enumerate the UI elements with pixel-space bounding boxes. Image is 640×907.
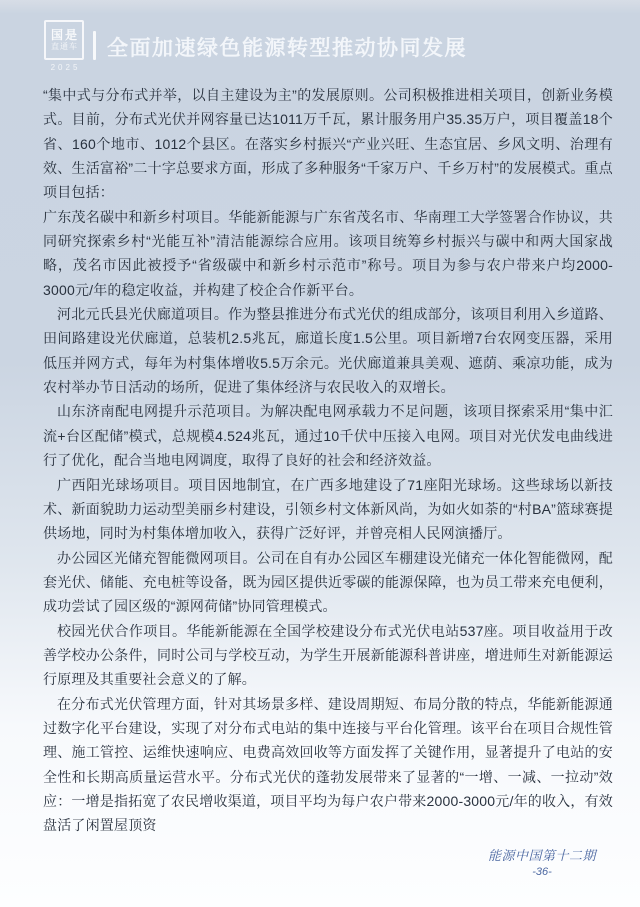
paragraph: 校园光伏合作项目。华能新能源在全国学校建设分布式光伏电站537座。项目收益用于改善学校办公条件，同时公司与学校互动，为学生开展新能源科普讲座，增进师生对新能源运行原理及其重要社会意义的了解。: [43, 622, 613, 688]
title-divider: [93, 31, 96, 60]
logo-text-top: 国是: [50, 28, 79, 42]
journal-title: 能源中国第十二期: [487, 848, 596, 863]
paragraph: 山东济南配电网提升示范项目。为解决配电网承载力不足问题，该项目探索采用“集中汇流+台区配储”模式，总规模4.524兆瓦，通过10千伏中压接入电网。项目对光伏发电曲线进行了优化，配合当地电网调度，取得了良好的社会和经济效益。: [43, 403, 613, 469]
brand-logo: [44, 20, 84, 60]
logo-year: 2025: [50, 63, 81, 72]
article-body: [43, 83, 613, 838]
paragraph: “集中式与分布式并举，以自主建设为主”的发展原则。公司积极推进相关项目，创新业务模式。目前，分布式光伏并网容量已达1011万千瓦，累计服务用户35.35万户，项目覆盖18个省、160个地市、1012个县区。在落实乡村振兴“产业兴旺、生态宜居、乡风文明、治理有效、生活富裕”二十字总要求方面，形成了多种服务“千家万户、千乡万村”的发展模式。重点项目包括：: [43, 87, 613, 201]
page-footer: [488, 848, 596, 879]
paragraph: 河北元氏县光伏廊道项目。作为整县推进分布式光伏的组成部分，该项目利用入乡道路、田间路建设光伏廊道，总装机2.5兆瓦，廊道长度1.5公里。项目新增7台农网变压器，采用低压并网方式，每年为村集体增收5.5万余元。光伏廊道兼具美观、遮荫、乘凉功能，成为农村举办节日活动的场所，促进了集体经济与农民收入的双增长。: [43, 306, 613, 396]
paragraph: 广西阳光球场项目。项目因地制宜，在广西多地建设了71座阳光球场。这些球场以新技术、新面貌助力运动型美丽乡村建设，引领乡村文体新风尚，为如火如荼的“村BA”篮球赛提供场地，同时为村集体增加收入，获得广泛好评，并曾亮相人民网演播厅。: [43, 476, 613, 542]
page-number: -36-: [532, 866, 552, 878]
paragraph: 办公园区光储充智能微网项目。公司在自有办公园区车棚建设光储充一体化智能微网，配套光伏、储能、充电桩等设备，既为园区提供近零碳的能源保障，也为员工带来充电便利，成功尝试了园区级的“源网荷储”协同管理模式。: [43, 549, 613, 615]
page-header: [0, 0, 640, 80]
paragraph: 在分布式光伏管理方面，针对其场景多样、建设周期短、布局分散的特点，华能新能源通过数字化平台建设，实现了对分布式电站的集中连接与平台化管理。该平台在项目合规性管理、施工管控、运维快速响应、电费高效回收等方面发挥了关键作用，显著提升了电站的安全性和长期高质量运营水平。分布式光伏的蓬勃发展带来了显著的“一增、一减、一拉动”效应：一增是指拓宽了农民增收渠道，项目平均为每户农户带来2000-3000元/年的收入，有效盘活了闲置屋顶资: [43, 695, 613, 834]
paragraph: 广东茂名碳中和新乡村项目。华能新能源与广东省茂名市、华南理工大学签署合作协议，共同研究探索乡村“光能互补”清洁能源综合应用。该项目统筹乡村振兴与碳中和两大国家战略，茂名市因此被授予“省级碳中和新乡村示范市”称号。项目为参与农户带来户均2000-3000元/年的稳定收益，并构建了校企合作新平台。: [43, 208, 613, 298]
page-title: 全面加速绿色能源转型推动协同发展: [107, 37, 467, 60]
logo-text-bottom: 直通车: [51, 42, 78, 51]
